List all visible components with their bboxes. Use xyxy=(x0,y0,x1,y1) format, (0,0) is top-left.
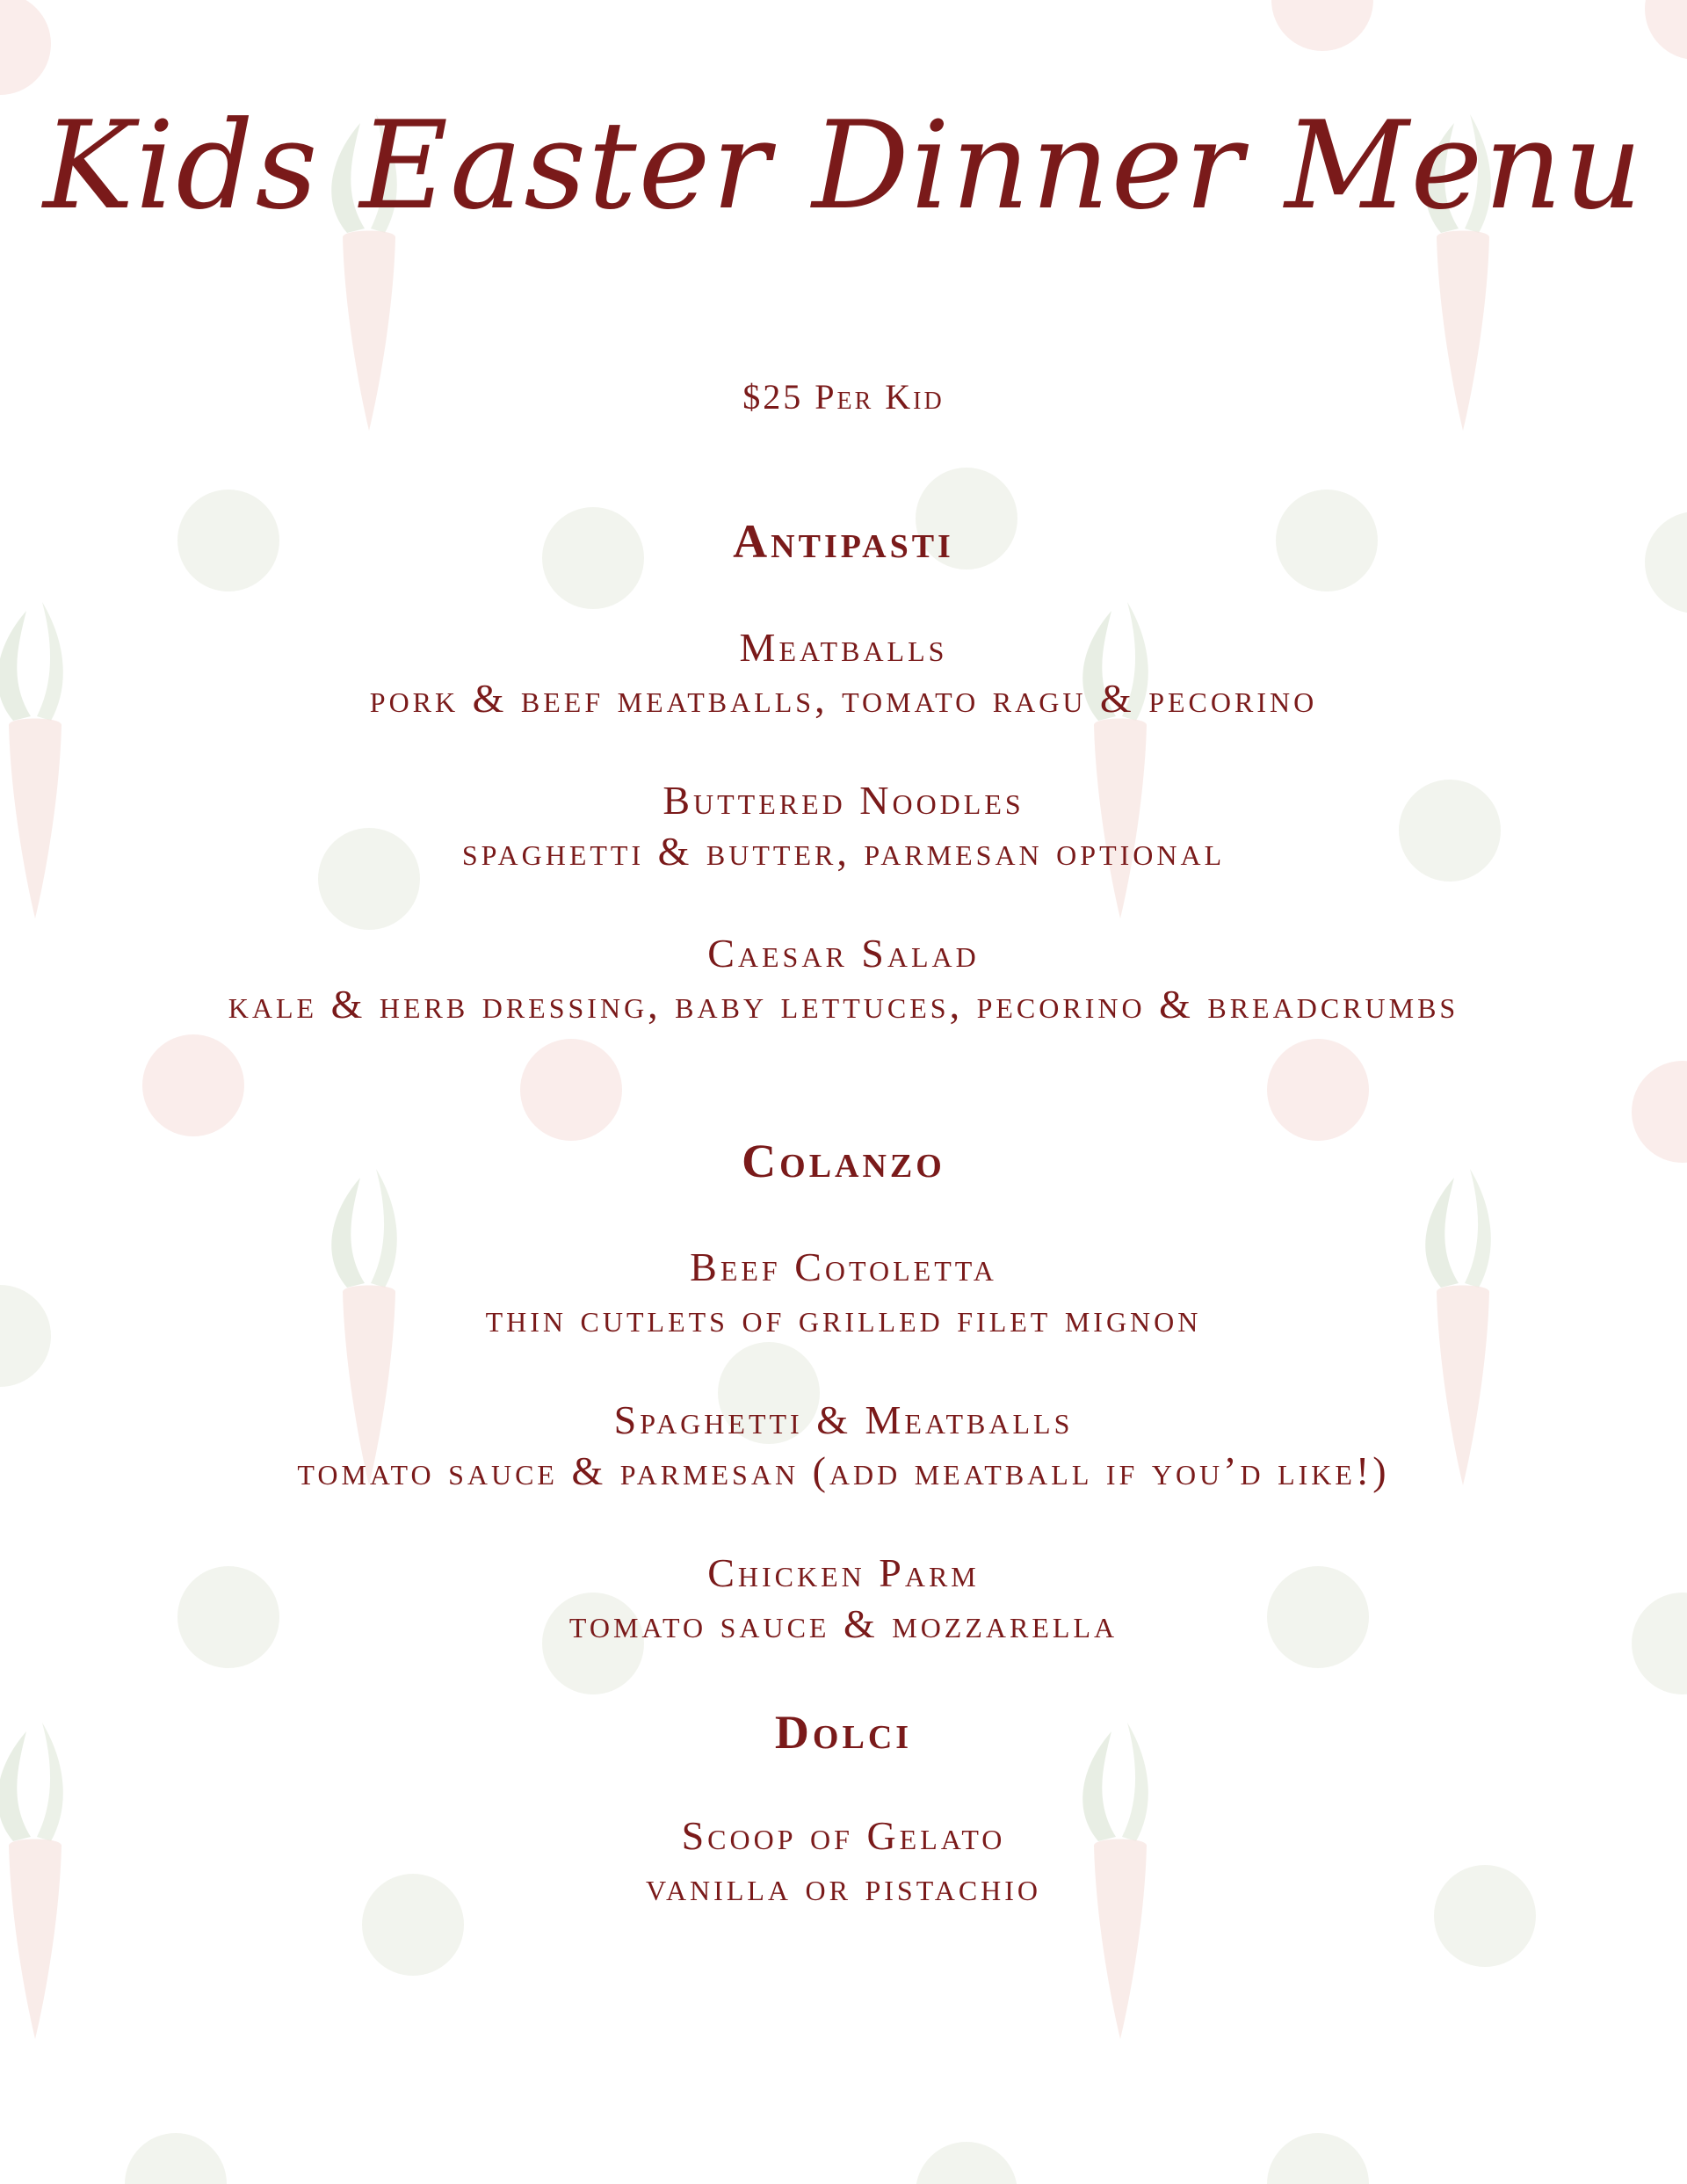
menu-title: Kids Easter Dinner Menu xyxy=(43,95,1644,236)
price-note: $25 Per Kid xyxy=(742,377,945,417)
menu-item-name: Buttered Noodles xyxy=(662,778,1025,823)
menu-item-description: thin cutlets of grilled filet mignon xyxy=(485,1295,1202,1340)
menu-item-description: spaghetti & butter, parmesan optional xyxy=(461,829,1226,874)
menu-item-description: vanilla or pistachio xyxy=(645,1864,1042,1909)
menu-item-name: Spaghetti & Meatballs xyxy=(613,1397,1074,1442)
menu-item xyxy=(105,775,1582,877)
menu-item-description: tomato sauce & parmesan (add meatball if you’d like!) xyxy=(297,1448,1390,1493)
menu-item xyxy=(105,1242,1582,1344)
menu-item-name: Beef Cotoletta xyxy=(690,1244,997,1289)
section-heading-dolci: Dolci xyxy=(774,1706,913,1759)
menu-item-name: Chicken Parm xyxy=(707,1550,980,1595)
section-heading-antipasti: Antipasti xyxy=(733,515,954,568)
menu-item-name: Scoop of Gelato xyxy=(681,1813,1006,1858)
menu-item xyxy=(105,1548,1582,1650)
menu-item-description: pork & beef meatballs, tomato ragu & pecorino xyxy=(369,676,1318,721)
menu-item xyxy=(105,1810,1582,1912)
menu-item-name: Caesar Salad xyxy=(707,931,980,976)
section-heading-colanzo: Colanzo xyxy=(742,1135,945,1187)
menu-item-description: tomato sauce & mozzarella xyxy=(568,1601,1119,1646)
menu-item xyxy=(105,928,1582,1030)
menu-item-name: Meatballs xyxy=(739,625,948,670)
menu-item xyxy=(105,622,1582,724)
menu-item xyxy=(105,1395,1582,1497)
menu-item-description: kale & herb dressing, baby lettuces, pecorino & breadcrumbs xyxy=(228,982,1459,1027)
